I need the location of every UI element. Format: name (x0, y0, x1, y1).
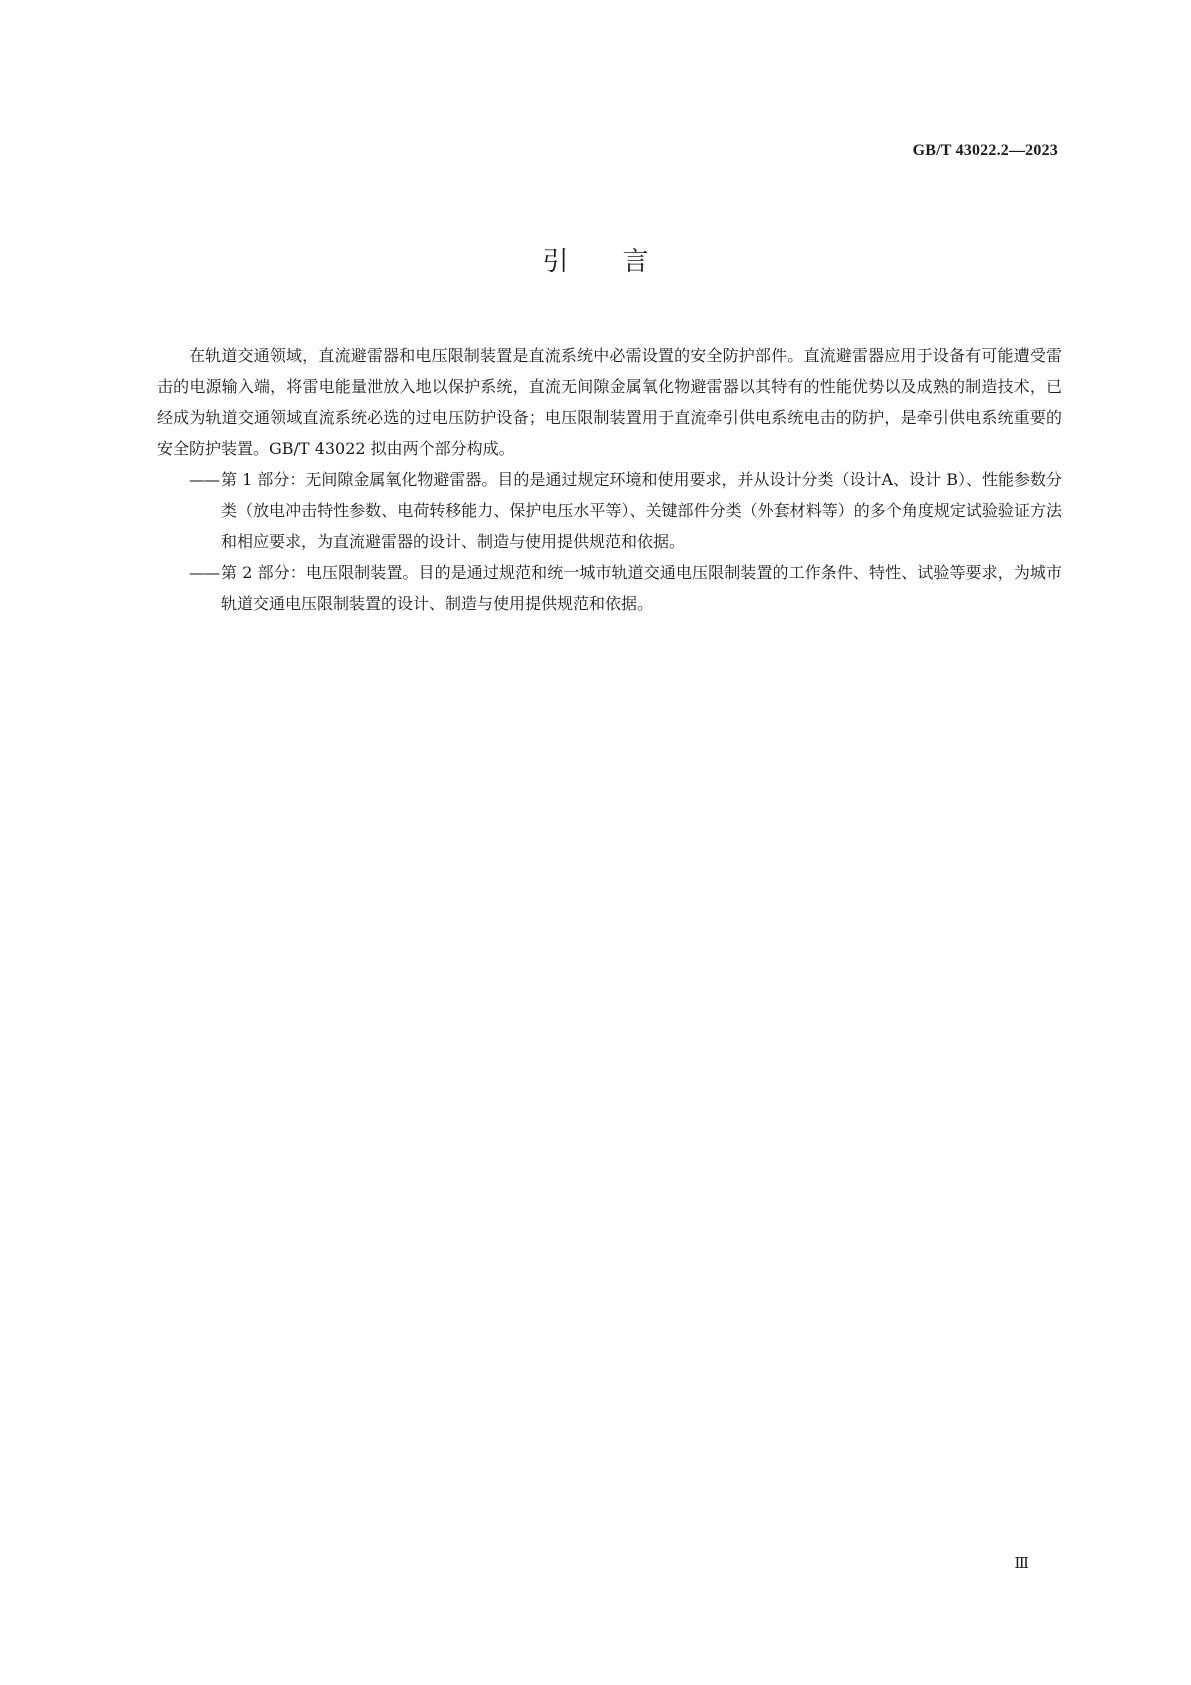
part-1-text: 第 1 部分：无间隙金属氧化物避雷器。目的是通过规定环境和使用要求，并从设计分类（设计A、设计 B）、性能参数分类（放电冲击特性参数、电荷转移能力、保护电压水平等）、关键部件分类（外套材料等）的多个角度规定试验验证方法和相应要求，为直流避雷器的设计、制造与使用提供规范和依据。 (221, 470, 1062, 551)
introduction-body (157, 340, 1062, 619)
list-item (157, 464, 1062, 557)
page-number: Ⅲ (1014, 1556, 1029, 1572)
intro-paragraph: 在轨道交通领域，直流避雷器和电压限制装置是直流系统中必需设置的安全防护部件。直流避雷器应用于设备有可能遭受雷击的电源输入端，将雷电能量泄放入地以保护系统，直流无间隙金属氧化物避雷器以其特有的性能优势以及成熟的制造技术，已经成为轨道交通领域直流系统必选的过电压防护设备；电压限制装置用于直流牵引供电系统电击的防护，是牵引供电系统重要的安全防护装置。GB/T 43022 拟由两个部分构成。 (157, 346, 1062, 458)
page-title: 引言 (542, 247, 703, 277)
list-dash: —— (189, 563, 219, 582)
standard-number: GB/T 43022.2—2023 (912, 142, 1058, 159)
parts-list (157, 464, 1062, 619)
list-dash: —— (189, 470, 219, 489)
list-item (157, 557, 1062, 619)
part-2-text: 第 2 部分：电压限制装置。目的是通过规范和统一城市轨道交通电压限制装置的工作条件、特性、试验等要求，为城市轨道交通电压限制装置的设计、制造与使用提供规范和依据。 (221, 563, 1062, 613)
